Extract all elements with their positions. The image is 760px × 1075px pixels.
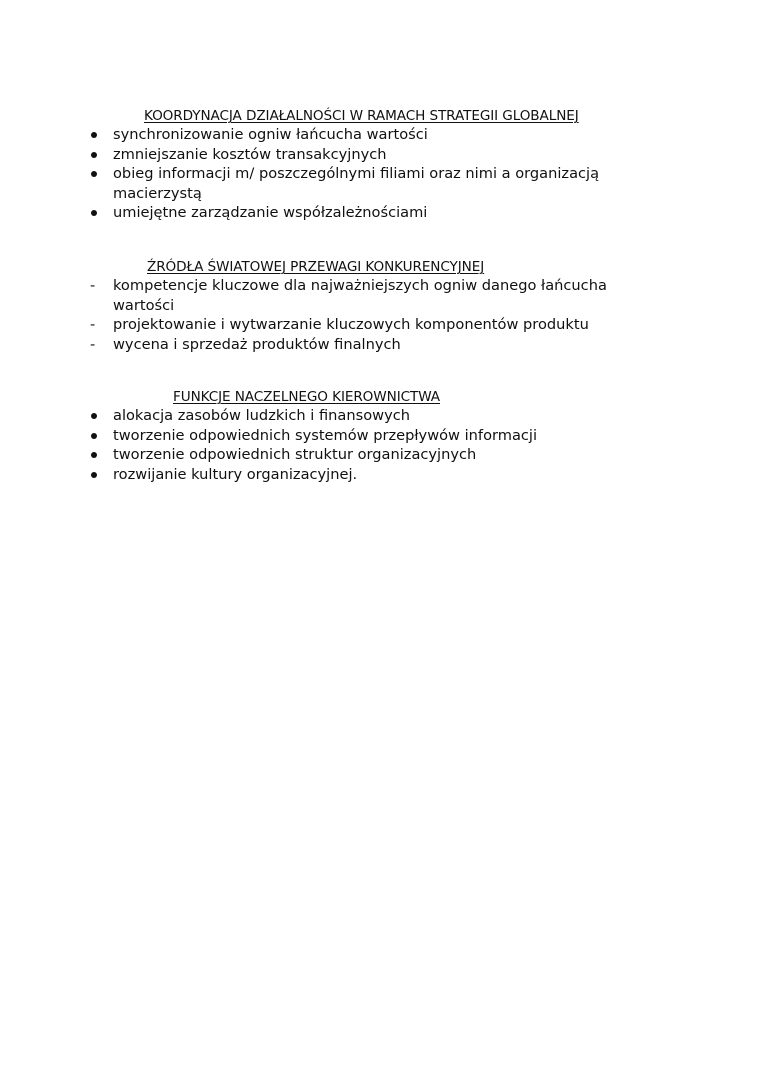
- section-heading-text: ŹRÓDŁA ŚWIATOWEJ PRZEWAGI KONKURENCYJNEJ: [147, 259, 485, 275]
- list-item-text: projektowanie i wytwarzanie kluczowych komponentów produktu: [113, 316, 589, 333]
- section-heading-text: FUNKCJE NACZELNEGO KIEROWNICTWA: [173, 389, 440, 405]
- list-item-text: wycena i sprzedaż produktów finalnych: [113, 335, 401, 353]
- list-item: [90, 315, 670, 335]
- list-item: [90, 445, 670, 465]
- dash-marker: -: [90, 277, 96, 294]
- dash-marker: -: [90, 335, 96, 353]
- list-item-text: umiejętne zarządzanie współzależnościami: [113, 204, 428, 221]
- bullet-list: [90, 125, 670, 223]
- dash-list: [90, 276, 670, 354]
- section-heading: [90, 258, 670, 276]
- list-item-text: rozwijanie kultury organizacyjnej.: [113, 465, 358, 483]
- list-item-text: obieg informacji m/ poszczególnymi filiami oraz nimi a organizacją macierzystą: [113, 165, 600, 202]
- section-heading-text: KOORDYNACJA DZIAŁALNOŚCI W RAMACH STRATEGII GLOBALNEJ: [144, 108, 579, 124]
- list-item-text: kompetencje kluczowe dla najważniejszych ogniw danego łańcucha wartości: [113, 277, 607, 314]
- list-item-text: zmniejszanie kosztów transakcyjnych: [113, 145, 387, 163]
- section-heading: [90, 107, 670, 125]
- dash-marker: -: [90, 316, 96, 333]
- list-item: [90, 145, 670, 165]
- section-coordination: [90, 107, 670, 223]
- bullet-list: [90, 406, 670, 484]
- section-competitive-advantage: [90, 258, 670, 354]
- list-item-text: alokacja zasobów ludzkich i finansowych: [113, 407, 410, 424]
- list-item: [90, 276, 670, 315]
- list-item: [90, 125, 670, 145]
- list-item: [90, 465, 670, 485]
- list-item-text: tworzenie odpowiednich systemów przepływów informacji: [113, 426, 538, 444]
- list-item: [90, 164, 670, 203]
- list-item: [90, 426, 670, 446]
- section-heading: [90, 388, 670, 406]
- list-item: [90, 335, 670, 355]
- list-item: [90, 203, 670, 223]
- section-top-management: [90, 388, 670, 484]
- list-item-text: tworzenie odpowiednich struktur organizacyjnych: [113, 446, 477, 463]
- list-item-text: synchronizowanie ogniw łańcucha wartości: [113, 126, 428, 143]
- list-item: [90, 406, 670, 426]
